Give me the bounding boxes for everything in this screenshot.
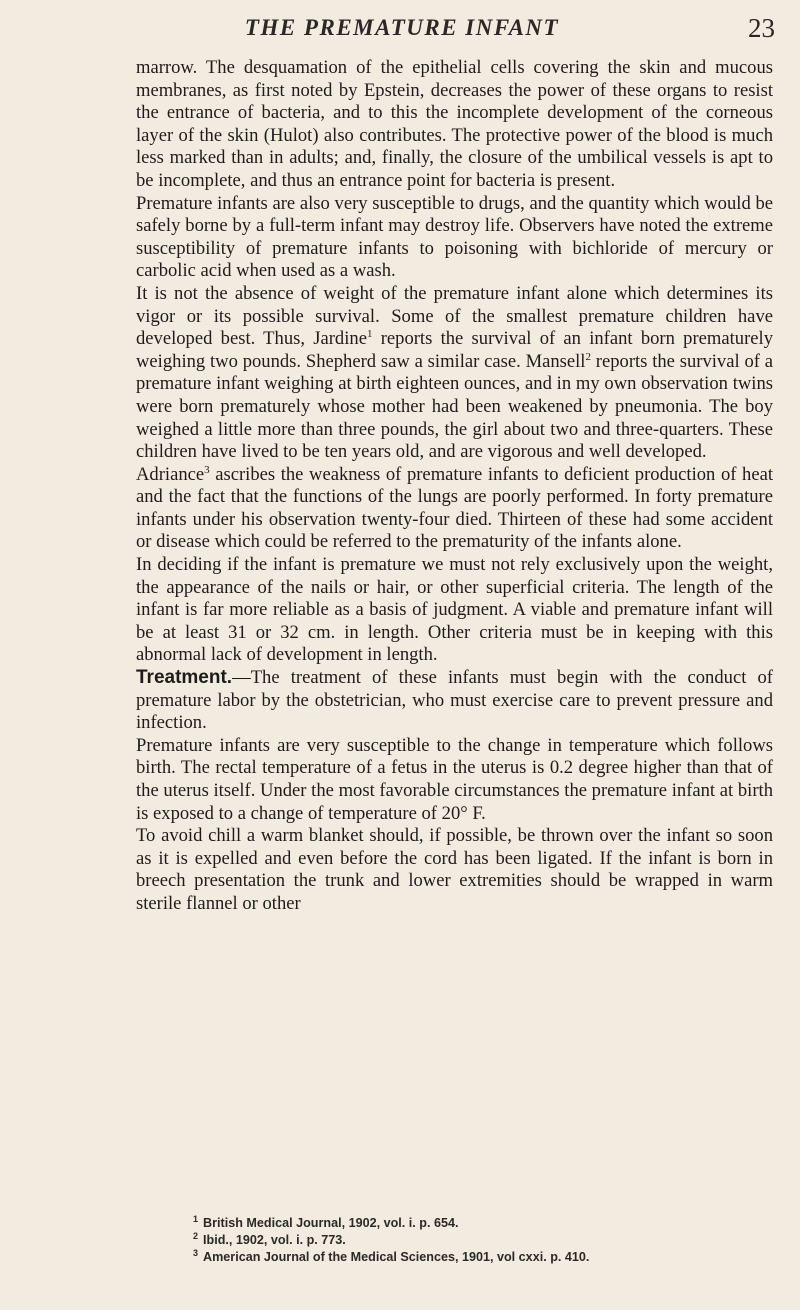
paragraph: Premature infants are very susceptible to the change in temperature which follows birth. The rectal temperature of a fetus in the uterus is 0.2 degree higher than that of the uterus itself. Under the most favorable circumstances the premature infant at birth is exposed to a change of temperature of 20° F.	[136, 734, 773, 824]
text-run: reports the survival of a premature infant weighing at birth eighteen ounces, and in my own observation twins were born prematurely whose mother had been weakened by pneumonia. The boy weighed a little more than three pounds, the girl about two and three-quarters. These children have lived to be ten years old, and are vigorous and well developed.	[136, 350, 773, 463]
footnote-text: British Medical Journal, 1902, vol. i. p. 654.	[203, 1216, 459, 1230]
text-run: Adriance	[136, 463, 205, 485]
footnote-text: American Journal of the Medical Sciences, 1901, vol cxxi. p. 410.	[203, 1250, 590, 1264]
text-run: It is not the absence of weight of the premature infant alone which determines its vigor or its possible survival. Some of the smallest premature children have developed best. Thus, Jardine	[136, 282, 773, 350]
text-run: —The treatment of these infants must begin with the conduct of premature labor by the obstetrician, who must exercise care to prevent pressure and infection.	[136, 667, 773, 734]
footnote-text: Ibid., 1902, vol. i. p. 773.	[203, 1233, 346, 1247]
paragraph: Premature infants are also very susceptible to drugs, and the quantity which would be safely borne by a full-term infant may destroy life. Observers have noted the extreme susceptibility of premature infants to poisoning with bichloride of mercury or carbolic acid when used as a wash.	[136, 192, 773, 282]
paragraph	[136, 464, 773, 554]
footnote-ref: 3	[204, 463, 210, 476]
text-run: reports the survival of an infant born prematurely weighing two pounds. Shepherd saw a similar case. Mansell	[136, 328, 773, 372]
paragraph: marrow. The desquamation of the epithelial cells covering the skin and mucous membranes, as first noted by Epstein, decreases the power of these organs to resist the entrance of bacteria, and to this the incomplete development of the corneous layer of the skin (Hulot) also contributes. The protective power of the blood is much less marked than in adults; and, finally, the closure of the umbilical vessels is apt to be incomplete, and thus an entrance point for bacteria is present.	[136, 57, 773, 191]
paragraph: In deciding if the infant is premature we must not rely exclusively upon the weight, the appearance of the nails or hair, or other superficial criteria. The length of the infant is far more reliable as a basis of judgment. A viable and premature infant will be at least 31 or 32 cm. in length. Other criteria must be in keeping with this abnormal lack of development in length.	[136, 554, 773, 666]
footnote-mark: 1	[193, 1213, 199, 1224]
paragraph: To avoid chill a warm blanket should, if possible, be thrown over the infant so soon as it is expelled and even before the cord has been ligated. If the infant is born in breech presentation the trunk and lower extremities should be wrapped in warm sterile flannel or other	[136, 825, 773, 914]
paragraph	[136, 667, 773, 735]
section-heading: Treatment.	[136, 667, 233, 689]
footnote-mark: 3	[193, 1247, 199, 1258]
running-head	[137, 12, 777, 44]
footnote-ref: 2	[585, 350, 591, 363]
footnote	[193, 1232, 753, 1249]
body-text	[136, 57, 773, 916]
footnote-mark: 2	[193, 1230, 199, 1241]
page-number: 23	[748, 13, 775, 43]
footnote	[193, 1215, 753, 1232]
paragraph	[136, 283, 773, 464]
footnote	[193, 1249, 753, 1266]
running-title: THE PREMATURE INFANT	[244, 15, 560, 40]
text-run: ascribes the weakness of premature infants to deficient production of heat and the fact that the functions of the lungs are poorly performed. In forty premature infants under his observation twenty-four died. Thirteen of these had some accident or disease which could be referred to the prematurity of the infants alone.	[136, 463, 773, 553]
footnotes	[193, 1215, 753, 1266]
footnote-ref: 1	[366, 327, 373, 340]
